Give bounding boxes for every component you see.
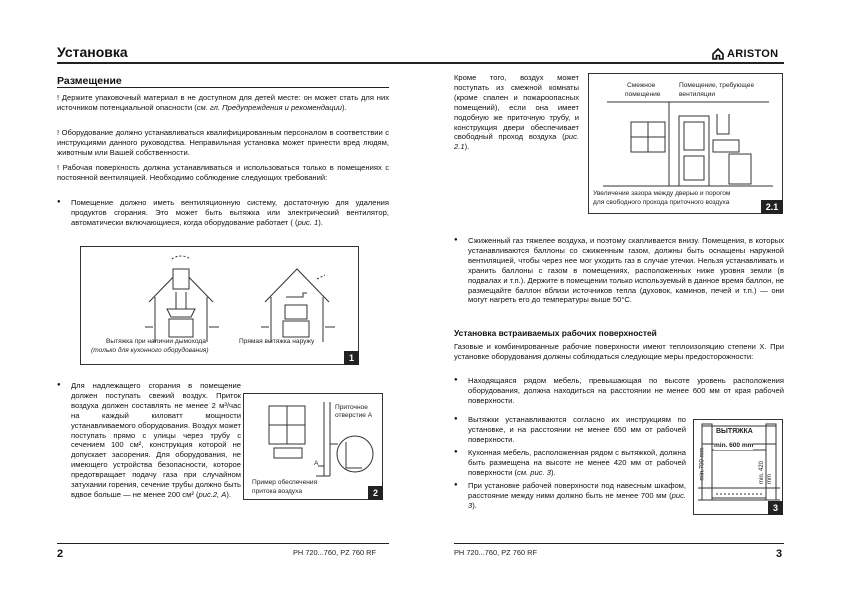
right-paragraph-2: Газовые и комбинированные рабочие поверхности имеют теплоизоляцию степени Х. При установке оборудования должны соблюдаться следующие меры предосторожности: — [454, 342, 784, 361]
figure-2-1-caption-1: Увеличение зазора между дверью и порогом — [593, 190, 731, 197]
figure-2-label-a: A — [314, 460, 319, 467]
figure-2-caption-2: притока воздуха — [252, 488, 302, 495]
right-subtitle: Установка встраиваемых рабочих поверхностей — [454, 328, 657, 338]
figure-2-1-number: 2.1 — [761, 200, 783, 214]
figure-3-min600: min. 600 mm — [714, 442, 754, 449]
header-rule — [57, 62, 784, 64]
figure-1-caption-chimney: Вытяжка при наличии дымохода — [106, 338, 206, 345]
figure-1 — [80, 246, 359, 365]
right-bullet-hood: ● Вытяжки устанавливаются согласно их инструкциям по установке, и на расстоянии не менее 650 мм от рабочей поверхности. — [454, 415, 686, 445]
brand-name: ARISTON — [727, 48, 779, 60]
figure-1-caption-direct: Прямая вытяжка наружу — [239, 338, 315, 345]
figure-2-1-label-room-1: Помещение, требующее — [679, 82, 755, 89]
figure-2 — [243, 393, 383, 500]
left-paragraph-3: ! Рабочая поверхность должна устанавливаться и использоваться только в помещениях с постоянной вентиляцией. Необходимо соблюдение следующих требований: — [57, 163, 389, 182]
right-bullet-wall-cabinet: ● При установке рабочей поверхности под навесным шкафом, расстояние между ними должно быть не менее 700 мм (рис. 3). — [454, 481, 686, 511]
right-paragraph-1: Кроме того, воздух может поступать из смежной комнаты (кроме спален и пожароопасных помещений), если она имеет подобную же приточную трубу, и конструкция двери обеспечивает свободный проход воздуха (рис. 2.1). — [454, 73, 579, 152]
right-bullet-lpg: ● Сжиженный газ тяжелее воздуха, и поэтому скапливается внизу. Помещения, в которых устанавливаются баллоны со сжиженным газом, должны быть оснащены наружной вентиляцией, чтобы через нее мог уходить газ в случае утечки. Нельзя устанавливать и хранить баллоны с газом в помещениях, расположенных ниже уровня земли (в подвалах и т.п.). Держите в помещении только используемый в данное время баллон, не размещайте баллон вблизи источников тепла (духовок, каминов, печей и т.п.) — они могут нагреть его до температуры выше 50°С. — [454, 236, 784, 305]
ariston-house-icon — [712, 48, 724, 60]
figure-2-1-label-room-2: вентиляции — [679, 91, 716, 98]
figure-2-1-label-adjacent-2: помещение — [625, 91, 661, 98]
left-subtitle-rule — [57, 87, 389, 88]
right-page-number: 3 — [776, 548, 783, 560]
left-bullet-ventilation: ● Помещение должно иметь вентиляционную систему, достаточную для удаления продуктов сгорания. Это может быть вытяжка или электрический вентилятор, автоматически включающиеся, когда оборудование работает ( (рис. 1). — [57, 198, 389, 228]
figure-1-caption-chimney-note: (только для кухонного оборудования) — [91, 347, 209, 354]
brand-logo — [712, 48, 778, 60]
left-subtitle: Размещение — [57, 75, 122, 87]
right-footer-model: PH 720...760, PZ 760 RF — [454, 548, 537, 557]
figure-2-caption-1: Пример обеспечения — [252, 479, 318, 486]
figure-2-label-inlet-2: отверстие А — [335, 412, 373, 419]
right-footer-rule — [454, 543, 784, 544]
left-bullet-fresh-air: ● Для надлежащего сгорания в помещение должен поступать свежий воздух. Приток воздуха должен составлять не менее 2 м³/час на каждый киловатт мощности устанавливаемого оборудования. Воздух может поступать прямо с улицы через трубу с сечением 100 см², конструкция которой не допускает засорения. Для оборудования, не имеющего устройства безопасности, которое предотвращает подачу газа при случайном затухании горения, сечение трубы должно быть вдвое больше — не менее 200 см² (рис.2, А). — [57, 381, 241, 500]
figure-3-number: 3 — [768, 501, 783, 515]
left-footer-model: PH 720...760, PZ 760 RF — [293, 548, 376, 557]
left-page-number: 2 — [57, 548, 64, 560]
figure-2-number: 2 — [368, 486, 383, 500]
figure-3-min700: min.700 mm — [699, 447, 706, 481]
figure-2-label-inlet-1: Приточное — [335, 404, 368, 411]
figure-3 — [693, 419, 783, 515]
left-paragraph-2: ! Оборудование должно устанавливаться квалифицированным персоналом в соответствии с инструкциями данного руководства. Неправильная установка может принести вред людям, животным или Вашей собственности. — [57, 128, 389, 157]
figure-2-1 — [588, 73, 783, 214]
right-bullet-cabinets: ● Кухонная мебель, расположенная рядом с вытяжкой, должна быть размещена на высоте не менее 420 мм от рабочей поверхности (см. рис. 3). — [454, 448, 686, 478]
right-bullet-furniture: ● Находящаяся рядом мебель, превышающая по высоте уровень расположения оборудования, должна находиться на расстоянии не менее 600 мм от края рабочей поверхности. — [454, 376, 784, 406]
figure-3-min420: min. 420 mm — [759, 460, 773, 484]
figure-2-1-caption-2: для свободного прохода приточного воздуха — [593, 199, 730, 206]
left-paragraph-1: ! Держите упаковочный материал в не доступном для детей месте: он может стать для них источником потенциальной опасности (см. гл. Предупреждения и рекомендации). — [57, 93, 389, 112]
figure-1-number: 1 — [344, 351, 359, 365]
figure-3-title: ВЫТЯЖКА — [716, 428, 753, 435]
figure-2-1-label-adjacent-1: Смежное — [627, 82, 656, 89]
left-footer-rule — [57, 543, 389, 544]
page-title: Установка — [57, 44, 128, 60]
